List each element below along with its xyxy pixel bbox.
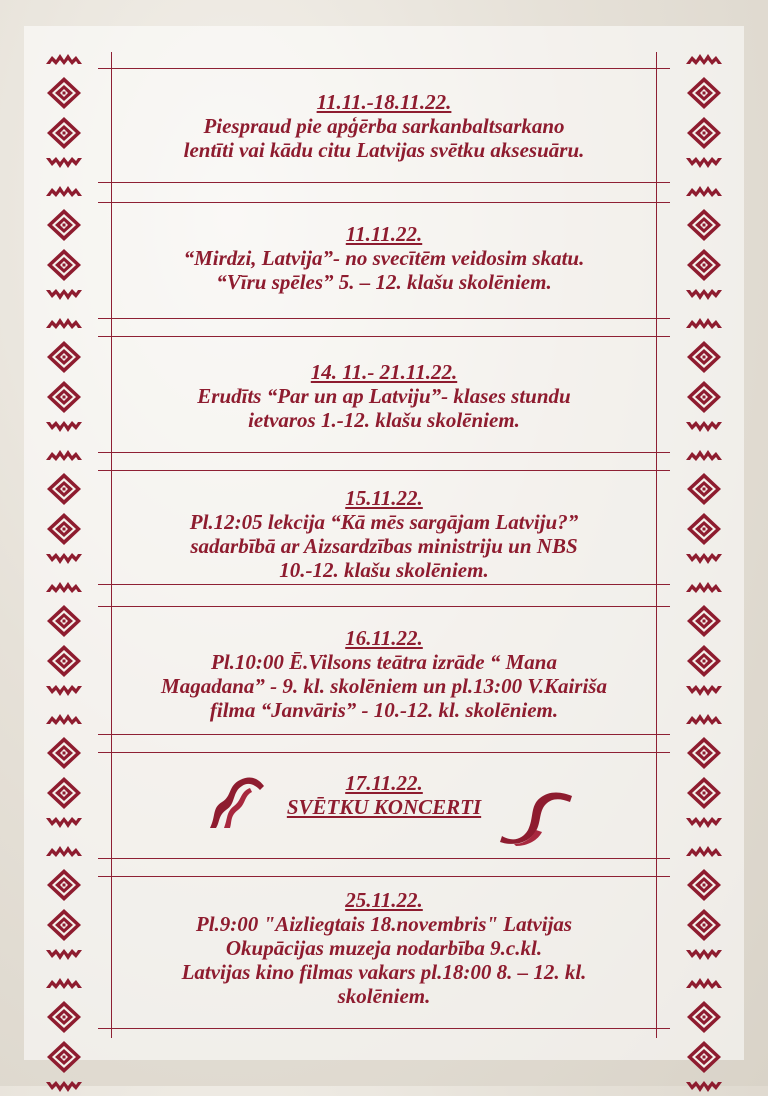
event-text-line: SVĒTKU KONCERTI [286, 795, 482, 819]
chevron-ornament-icon [684, 578, 724, 596]
divider-line [98, 470, 670, 471]
event-text-line: skolēniem. [337, 984, 431, 1008]
diamond-ornament-icon [44, 1040, 84, 1074]
chevron-ornament-icon [44, 946, 84, 964]
diamond-ornament-icon [684, 604, 724, 638]
chevron-ornament-icon [684, 974, 724, 992]
chevron-ornament-icon [44, 314, 84, 332]
event-text-line: Pl.9:00 "Aizliegtais 18.novembris" Latvijas [195, 912, 573, 936]
event-text-line: Magadana” - 9. kl. skolēniem un pl.13:00 V.Kairiša [161, 674, 607, 698]
diamond-ornament-icon [684, 512, 724, 546]
event-block [112, 624, 656, 724]
chevron-ornament-icon [684, 418, 724, 436]
chevron-ornament-icon [44, 446, 84, 464]
diamond-ornament-icon [44, 736, 84, 770]
diamond-ornament-icon [684, 380, 724, 414]
diamond-ornament-icon [684, 736, 724, 770]
diamond-ornament-icon [44, 908, 84, 942]
divider-line [98, 336, 670, 337]
chevron-ornament-icon [44, 286, 84, 304]
event-text-line: Okupācijas muzeja nodarbība 9.c.kl. [225, 936, 543, 960]
divider-line [98, 1028, 670, 1029]
event-text-line: 10.-12. klašu skolēniem. [279, 558, 489, 582]
divider-line [98, 734, 670, 735]
divider-line [98, 584, 670, 585]
diamond-ornament-icon [44, 248, 84, 282]
diamond-ornament-icon [684, 868, 724, 902]
diamond-ornament-icon [44, 776, 84, 810]
event-text-line: Pl.10:00 Ē.Vilsons teātra izrāde “ Mana [211, 650, 557, 674]
event-date: 16.11.22. [345, 626, 423, 650]
diamond-ornament-icon [44, 380, 84, 414]
event-text-line: lentīti vai kādu citu Latvijas svētku aksesuāru. [183, 138, 585, 162]
chevron-ornament-icon [44, 710, 84, 728]
chevron-ornament-icon [684, 842, 724, 860]
event-block [112, 358, 656, 434]
chevron-ornament-icon [44, 814, 84, 832]
diamond-ornament-icon [44, 208, 84, 242]
diamond-ornament-icon [44, 1000, 84, 1034]
chevron-ornament-icon [44, 182, 84, 200]
diamond-ornament-icon [44, 604, 84, 638]
event-text-line: Piespraud pie apģērba sarkanbaltsarkano [203, 114, 565, 138]
chevron-ornament-icon [44, 50, 84, 68]
frame-right-line [656, 52, 657, 1038]
divider-line [98, 876, 670, 877]
event-date: 14. 11.- 21.11.22. [310, 360, 458, 384]
diamond-ornament-icon [684, 644, 724, 678]
chevron-ornament-icon [44, 974, 84, 992]
event-block [112, 884, 656, 1012]
divider-line [98, 752, 670, 753]
divider-line [98, 452, 670, 453]
diamond-ornament-icon [44, 512, 84, 546]
event-block [112, 484, 656, 584]
chevron-ornament-icon [684, 682, 724, 700]
ribbon-left-icon [206, 772, 268, 830]
diamond-ornament-icon [684, 248, 724, 282]
event-date: 25.11.22. [345, 888, 423, 912]
divider-line [98, 318, 670, 319]
diamond-ornament-icon [684, 340, 724, 374]
chevron-ornament-icon [684, 50, 724, 68]
diamond-ornament-icon [44, 340, 84, 374]
chevron-ornament-icon [684, 550, 724, 568]
chevron-ornament-icon [684, 314, 724, 332]
event-text-line: ietvaros 1.-12. klašu skolēniem. [248, 408, 520, 432]
diamond-ornament-icon [684, 76, 724, 110]
diamond-ornament-icon [44, 76, 84, 110]
event-date: 11.11.22. [345, 222, 423, 246]
chevron-ornament-icon [44, 682, 84, 700]
event-text-line: sadarbībā ar Aizsardzības ministriju un NBS [190, 534, 578, 558]
ribbon-right-icon [500, 786, 576, 846]
event-block [112, 88, 656, 164]
event-text-line: Pl.12:05 lekcija “Kā mēs sargājam Latviju?” [189, 510, 579, 534]
chevron-ornament-icon [684, 286, 724, 304]
divider-line [98, 182, 670, 183]
diamond-ornament-icon [44, 472, 84, 506]
chevron-ornament-icon [684, 814, 724, 832]
chevron-ornament-icon [684, 446, 724, 464]
diamond-ornament-icon [44, 868, 84, 902]
diamond-ornament-icon [684, 908, 724, 942]
chevron-ornament-icon [44, 418, 84, 436]
chevron-ornament-icon [684, 710, 724, 728]
diamond-ornament-icon [684, 776, 724, 810]
diamond-ornament-icon [684, 472, 724, 506]
event-date: 15.11.22. [345, 486, 423, 510]
diamond-ornament-icon [44, 644, 84, 678]
chevron-ornament-icon [44, 842, 84, 860]
divider-line [98, 606, 670, 607]
event-text-line: Erudīts “Par un ap Latviju”- klases stundu [197, 384, 571, 408]
divider-line [98, 202, 670, 203]
diamond-ornament-icon [44, 116, 84, 150]
event-date: 17.11.22. [345, 771, 423, 795]
divider-line [98, 68, 670, 69]
chevron-ornament-icon [44, 1078, 84, 1096]
chevron-ornament-icon [44, 578, 84, 596]
chevron-ornament-icon [44, 154, 84, 172]
diamond-ornament-icon [684, 116, 724, 150]
chevron-ornament-icon [684, 154, 724, 172]
event-text-line: filma “Janvāris” - 10.-12. kl. skolēniem. [209, 698, 559, 722]
chevron-ornament-icon [44, 550, 84, 568]
chevron-ornament-icon [684, 1078, 724, 1096]
event-text-line: Latvijas kino filmas vakars pl.18:00 8. – 12. kl. [181, 960, 587, 984]
diamond-ornament-icon [684, 208, 724, 242]
chevron-ornament-icon [684, 946, 724, 964]
event-block [112, 220, 656, 296]
event-text-line: “Vīru spēles” 5. – 12. klašu skolēniem. [216, 270, 552, 294]
diamond-ornament-icon [684, 1000, 724, 1034]
chevron-ornament-icon [684, 182, 724, 200]
event-date: 11.11.-18.11.22. [316, 90, 452, 114]
divider-line [98, 858, 670, 859]
diamond-ornament-icon [684, 1040, 724, 1074]
event-text-line: “Mirdzi, Latvija”- no svecītēm veidosim skatu. [183, 246, 585, 270]
